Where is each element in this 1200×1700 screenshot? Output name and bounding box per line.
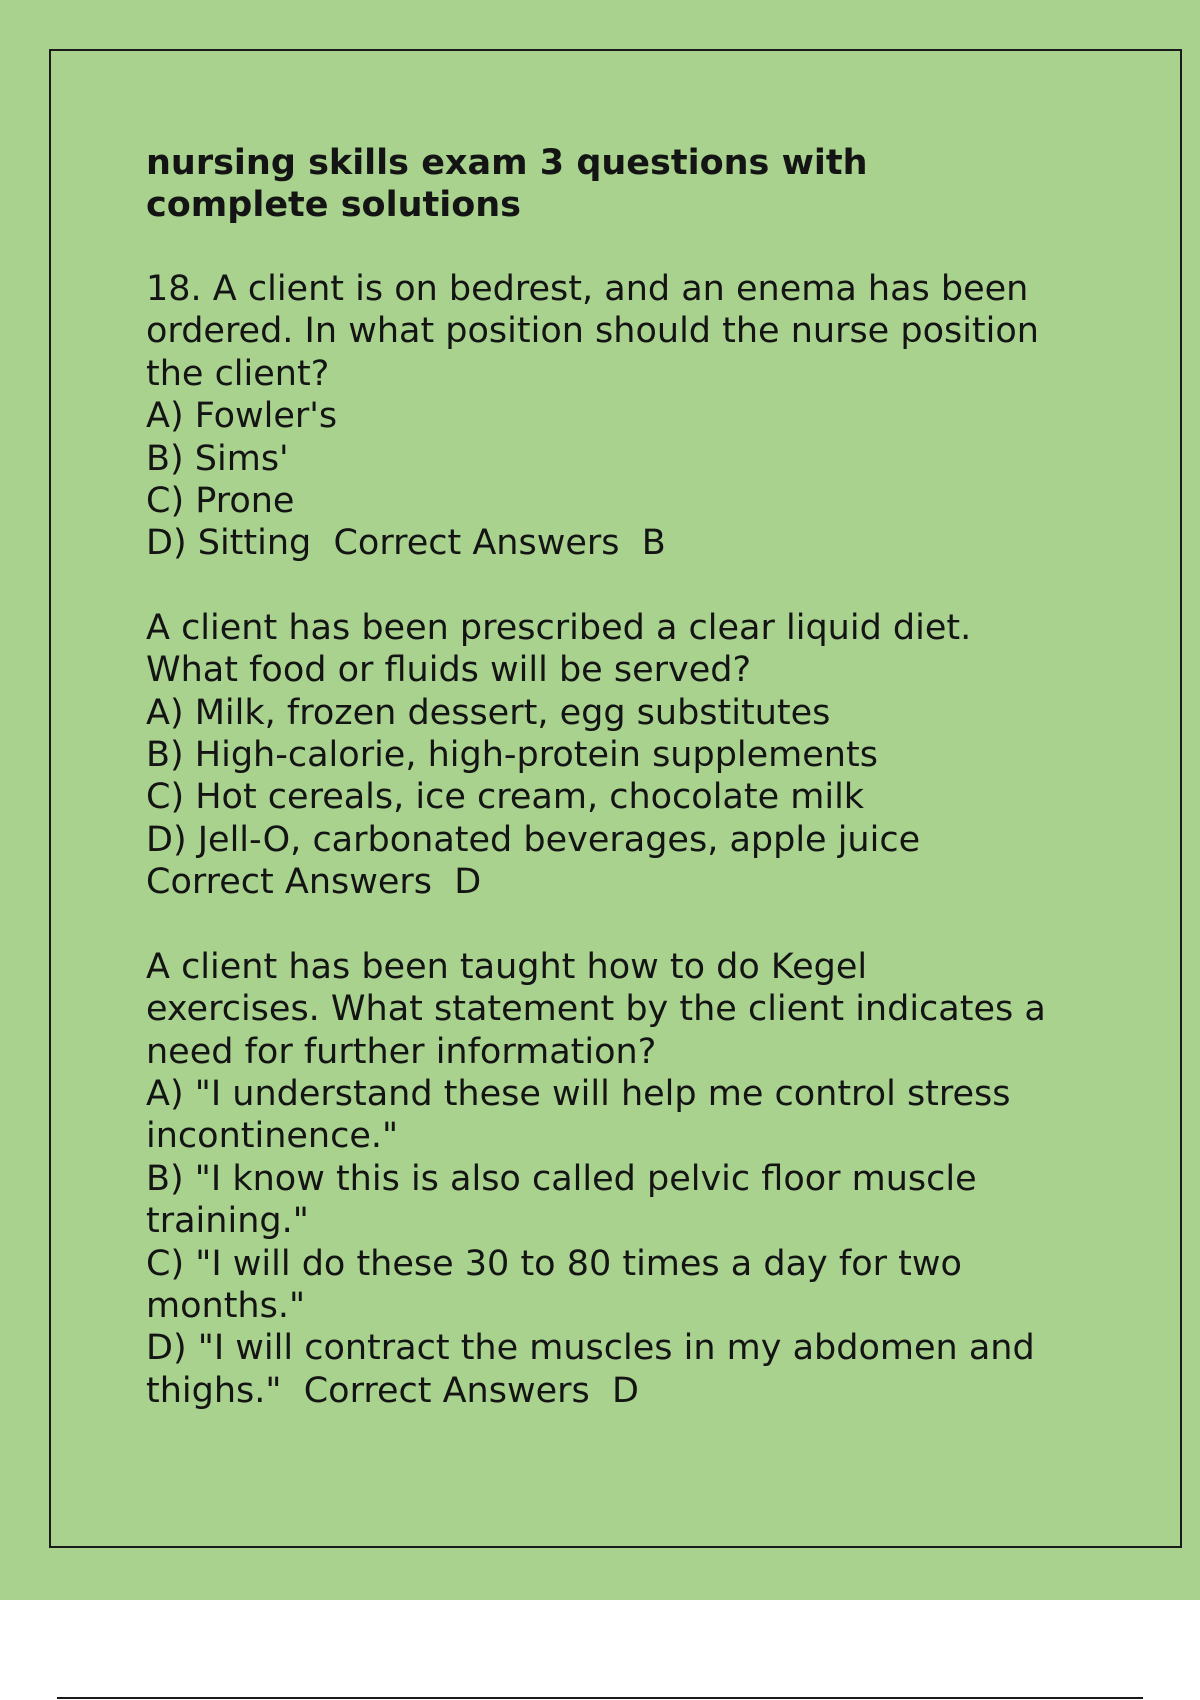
question-text: the client? — [146, 353, 330, 394]
answer-option-with-correct-answer: thighs." Correct Answers D — [146, 1370, 639, 1411]
document-title — [146, 142, 1096, 226]
question-text: 18. A client is on bedrest, and an enema has been — [146, 269, 1029, 309]
page-bottom-divider — [57, 1697, 1143, 1699]
answer-option: B) High-calorie, high-protein supplements — [146, 735, 878, 776]
question-block-1 — [146, 268, 1096, 565]
question-text: What food or fluids will be served? — [146, 650, 752, 691]
title-line: nursing skills exam 3 questions with — [146, 143, 868, 183]
question-text: exercises. What statement by the client indicates a — [146, 989, 1046, 1030]
answer-option: months." — [146, 1285, 306, 1326]
answer-option: C) Prone — [146, 481, 295, 522]
title-line: complete solutions — [146, 185, 522, 225]
question-text: ordered. In what position should the nurse position — [146, 311, 1039, 352]
answer-option: D) Jell-O, carbonated beverages, apple juice — [146, 819, 921, 860]
question-text: A client has been taught how to do Kegel — [146, 946, 868, 987]
question-block-2 — [146, 607, 1096, 904]
question-text: need for further information? — [146, 1031, 657, 1072]
answer-option: C) Hot cereals, ice cream, chocolate milk — [146, 777, 865, 818]
answer-option: A) "I understand these will help me control stress — [146, 1073, 1011, 1114]
answer-option: A) Milk, frozen dessert, egg substitutes — [146, 692, 831, 733]
answer-option-with-correct-answer: D) Sitting Correct Answers B — [146, 523, 666, 564]
document-content — [146, 142, 1096, 1454]
answer-option: B) "I know this is also called pelvic floor muscle — [146, 1158, 977, 1199]
answer-option: B) Sims' — [146, 438, 289, 479]
answer-option: A) Fowler's — [146, 396, 338, 437]
answer-option: D) "I will contract the muscles in my abdomen and — [146, 1328, 1035, 1369]
correct-answer: Correct Answers D — [146, 862, 482, 903]
answer-option: training." — [146, 1201, 309, 1242]
question-text: A client has been prescribed a clear liquid diet. — [146, 607, 972, 648]
answer-option: incontinence." — [146, 1116, 399, 1157]
answer-option: C) "I will do these 30 to 80 times a day for two — [146, 1243, 962, 1284]
question-block-3 — [146, 946, 1096, 1412]
